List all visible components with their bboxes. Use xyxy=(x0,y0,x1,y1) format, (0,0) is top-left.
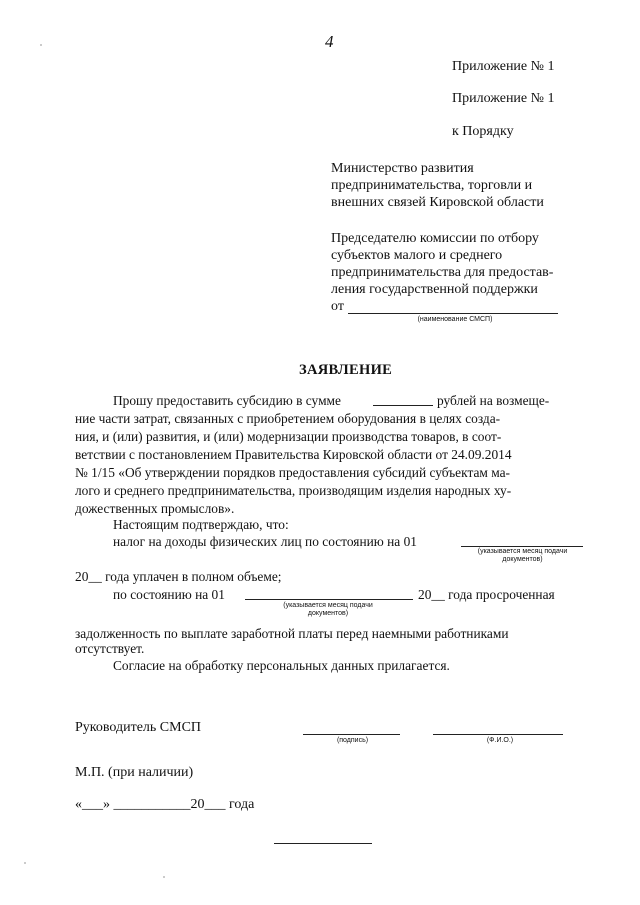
head-label: Руководитель СМСП xyxy=(75,720,202,735)
scan-speck xyxy=(163,876,165,878)
stamp-label: М.П. (при наличии) xyxy=(75,765,194,780)
state-year: 20__ года просроченная xyxy=(418,587,555,602)
scan-speck xyxy=(24,862,26,864)
paragraph-line-1b: рублей на возмеще- xyxy=(437,393,550,408)
paragraph-line-1a: Прошу предоставить субсидию в сумме xyxy=(113,393,341,408)
scan-speck xyxy=(40,44,42,46)
signature-caption: (подпись) xyxy=(336,737,369,744)
tax-month-caption: (указывается месяц подачи документов) xyxy=(477,548,568,563)
ministry-line-2: предпринимательства, торговли и xyxy=(331,178,533,193)
tax-month-field-line xyxy=(461,546,583,547)
chair-line-2: субъектов малого и среднего xyxy=(331,248,503,263)
debt-line-2: отсутствует. xyxy=(75,641,145,656)
appendix-line-2: Приложение № 1 xyxy=(452,91,555,106)
state-prefix: по состоянию на 01 xyxy=(113,587,225,602)
paragraph-line-2: ние части затрат, связанных с приобретением оборудования в целях созда- xyxy=(75,411,501,426)
tax-line: налог на доходы физических лиц по состоянию на 01 xyxy=(113,534,417,549)
from-field-caption: (наименование СМСП) xyxy=(417,316,493,323)
paragraph-line-6: лого и среднего предпринимательства, производящим изделия народных ху- xyxy=(75,483,512,498)
appendix-line-1: Приложение № 1 xyxy=(452,59,555,74)
name-field-line xyxy=(433,734,563,735)
date-line: «___» ___________20___ года xyxy=(75,797,255,812)
paragraph-line-5: № 1/15 «Об утверждении порядков предоставления субсидий субъектам ма- xyxy=(75,465,511,480)
ministry-line-1: Министерство развития xyxy=(331,161,474,176)
signature-field-line xyxy=(303,734,400,735)
debt-line-1: задолженность по выплате заработной платы перед наемными работниками xyxy=(75,626,509,641)
paragraph-line-3: ния, и (или) развития, и (или) модернизации производства товаров, в соот- xyxy=(75,429,502,444)
year-paid-line: 20__ года уплачен в полном объеме; xyxy=(75,569,282,584)
from-label: от xyxy=(331,299,344,314)
to-order-line: к Порядку xyxy=(452,124,514,139)
paragraph-line-7: дожественных промыслов». xyxy=(75,501,235,516)
chair-line-3: предпринимательства для предостав- xyxy=(331,265,554,280)
chair-line-4: ления государственной поддержки xyxy=(331,282,538,297)
state-month-field-line xyxy=(245,599,413,600)
chair-line-1: Председателю комиссии по отбору xyxy=(331,231,539,246)
state-month-caption: (указывается месяц подачи документов) xyxy=(283,602,373,617)
document-title: ЗАЯВЛЕНИЕ xyxy=(299,362,393,378)
footer-line xyxy=(274,843,372,844)
page-number: 4 xyxy=(325,32,334,51)
consent-line: Согласие на обработку персональных данных прилагается. xyxy=(113,658,450,673)
confirm-line: Настоящим подтверждаю, что: xyxy=(113,517,289,532)
paragraph-line-4: ветствии с постановлением Правительства Кировской области от 24.09.2014 xyxy=(75,447,512,462)
name-caption: (Ф.И.О.) xyxy=(486,737,514,744)
ministry-line-3: внешних связей Кировской области xyxy=(331,195,544,210)
amount-field-line xyxy=(373,405,433,406)
from-field-line xyxy=(348,313,558,314)
